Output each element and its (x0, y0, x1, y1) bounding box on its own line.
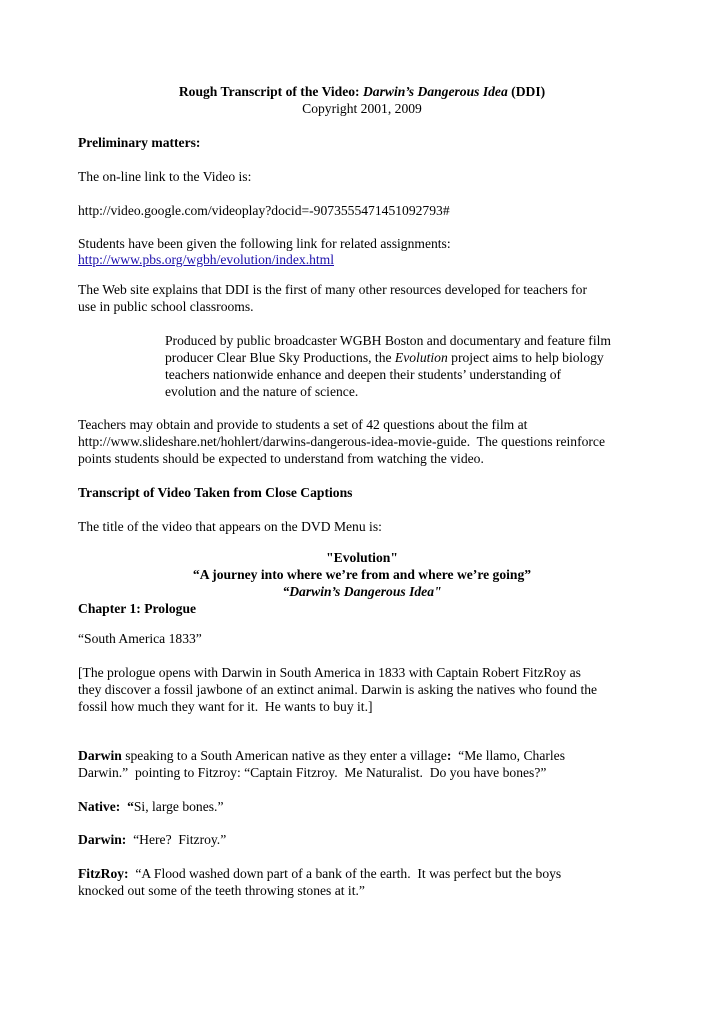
teachers-line-1: Teachers may obtain and provide to students a set of 42 questions about the film at (78, 417, 528, 432)
prologue-line-2: they discover a fossil jawbone of an extinct animal. Darwin is asking the natives who found the (78, 682, 598, 697)
video-link-intro: The on-line link to the Video is: (78, 169, 252, 184)
website-text-line-1: The Web site explains that DDI is the first of many other resources developed for teachers for (78, 282, 588, 297)
teachers-line-2: http://www.slideshare.net/hohlert/darwins-dangerous-idea-movie-guide. The questions reinforce (78, 434, 605, 449)
copyright-line: Copyright 2001, 2009 (302, 101, 422, 116)
dialogue-darwin-1-line-2: Darwin.” pointing to Fitzroy: “Captain Fitzroy. Me Naturalist. Do you have bones?” (78, 765, 547, 780)
website-text-line-2: use in public school classrooms. (78, 299, 254, 314)
dvd-title-evolution: "Evolution" (326, 550, 398, 565)
transcript-heading: Transcript of Video Taken from Close Captions (78, 485, 353, 500)
dvd-title-ddi: “Darwin’s Dangerous Idea" (282, 584, 442, 599)
dialogue-darwin-1: Darwin speaking to a South American native as they enter a village: “Me llamo, Charles (78, 748, 565, 763)
dvd-title-tagline: “A journey into where we’re from and where we’re going” (192, 567, 532, 582)
dialogue-darwin-2: Darwin: “Here? Fitzroy.” (78, 832, 227, 847)
quote-line-4: evolution and the nature of science. (165, 384, 359, 399)
preliminary-heading: Preliminary matters: (78, 135, 201, 150)
prologue-line-1: [The prologue opens with Darwin in South America in 1833 with Captain Robert FitzRoy as (78, 665, 581, 680)
dialogue-native: Native: “Si, large bones.” (78, 799, 224, 814)
dvd-menu-line: The title of the video that appears on the DVD Menu is: (78, 519, 382, 534)
prologue-line-3: fossil how much they want for it. He wants to buy it.] (78, 699, 373, 714)
location-line: “South America 1833” (78, 631, 202, 646)
students-link-line: Students have been given the following link for related assignments: (78, 236, 451, 251)
dialogue-fitzroy-line-2: knocked out some of the teeth throwing stones at it.” (78, 883, 365, 898)
pbs-link-row (78, 252, 334, 269)
video-url: http://video.google.com/videoplay?docid=-9073555471451092793# (78, 203, 450, 218)
quote-line-1: Produced by public broadcaster WGBH Boston and documentary and feature film (165, 333, 611, 348)
chapter-heading: Chapter 1: Prologue (78, 601, 197, 616)
dialogue-fitzroy: FitzRoy: “A Flood washed down part of a bank of the earth. It was perfect but the boys (78, 866, 562, 881)
teachers-line-3: points students should be expected to understand from watching the video. (78, 451, 484, 466)
document-title: Rough Transcript of the Video: Darwin’s Dangerous Idea (DDI) (178, 84, 546, 99)
quote-line-3: teachers nationwide enhance and deepen their students’ understanding of (165, 367, 562, 382)
pbs-evolution-link[interactable]: http://www.pbs.org/wgbh/evolution/index.html (78, 252, 335, 267)
quote-line-2: producer Clear Blue Sky Productions, the Evolution project aims to help biology (165, 350, 604, 365)
